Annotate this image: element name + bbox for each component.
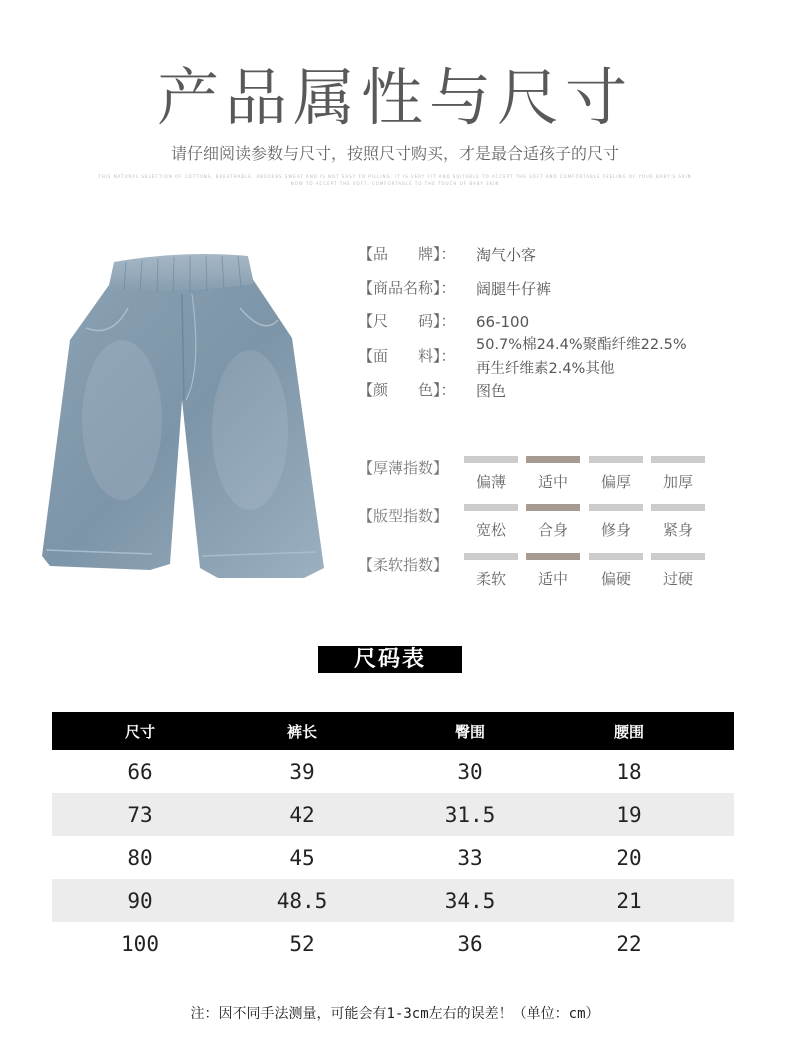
header-waist: 腰围	[613, 722, 644, 741]
index-bar	[589, 456, 643, 463]
cell-waist: 22	[616, 931, 642, 956]
table-row	[52, 922, 734, 965]
header-hip: 臀围	[454, 722, 485, 741]
size-label: 【尺 码】：	[358, 312, 456, 330]
index-option: 加厚	[662, 473, 693, 491]
brand-label: 【品 牌】：	[358, 245, 456, 263]
cell-hip: 31.5	[444, 802, 496, 827]
cell-waist: 18	[616, 759, 642, 784]
measurement-note: 注：因不同手法测量，可能会有1-3cm左右的误差！（单位：cm）	[190, 1006, 600, 1022]
table-row	[52, 750, 734, 793]
header-pants-length: 裤长	[286, 722, 317, 741]
cell-size: 73	[127, 802, 153, 827]
index-option: 修身	[600, 521, 631, 539]
cell-size: 100	[121, 931, 159, 956]
index-label: 【厚薄指数】	[358, 459, 449, 477]
cell-hip: 36	[457, 931, 483, 956]
cell-waist: 19	[616, 802, 642, 827]
cell-size: 66	[127, 759, 153, 784]
cell-waist: 21	[616, 888, 642, 913]
index-option: 紧身	[662, 521, 693, 539]
index-bar	[589, 504, 643, 511]
cell-pants-length: 45	[289, 845, 315, 870]
fabric-value-line-2: 再生纤维素2.4%其他	[476, 361, 615, 377]
size-value: 66-100	[476, 313, 530, 331]
table-row	[52, 793, 734, 836]
index-option: 合身	[537, 521, 568, 539]
cell-pants-length: 39	[289, 759, 315, 784]
index-option: 适中	[537, 473, 568, 491]
index-label: 【柔软指数】	[358, 556, 449, 574]
cell-waist: 20	[616, 845, 642, 870]
cell-pants-length: 42	[289, 802, 315, 827]
cell-size: 80	[127, 845, 153, 870]
info-row-color	[358, 379, 506, 403]
page-subtitle: 请仔细阅读参数与尺寸，按照尺寸购买，才是最合适孩子的尺寸	[170, 144, 619, 163]
index-bar	[651, 456, 705, 463]
index-option: 偏厚	[600, 473, 631, 491]
color-label: 【颜 色】：	[358, 381, 456, 399]
info-row-name	[358, 277, 551, 301]
fabric-value	[476, 333, 687, 381]
index-option: 偏薄	[475, 473, 506, 491]
brand-value: 淘气小客	[476, 246, 537, 264]
index-bar-selected	[526, 553, 580, 560]
size-chart-table	[52, 712, 734, 965]
cell-hip: 34.5	[444, 888, 496, 913]
cell-hip: 33	[457, 845, 483, 870]
index-label: 【版型指数】	[358, 507, 449, 525]
size-chart-title: 尺码表	[318, 646, 462, 673]
name-label: 【商品名称】：	[358, 279, 456, 297]
cell-size: 90	[127, 888, 153, 913]
table-row	[52, 836, 734, 879]
name-value: 阔腿牛仔裤	[476, 280, 552, 298]
header-size: 尺寸	[124, 722, 155, 741]
info-row-size	[358, 310, 529, 334]
info-row-fabric	[358, 333, 687, 381]
color-value: 图色	[476, 382, 507, 400]
cell-pants-length: 52	[289, 931, 315, 956]
page-title: 产品属性与尺寸	[156, 61, 633, 134]
index-bar	[651, 553, 705, 560]
index-bar	[464, 553, 518, 560]
table-row	[52, 879, 734, 922]
index-option: 柔软	[475, 570, 506, 588]
index-option: 宽松	[475, 521, 506, 539]
index-bar-selected	[526, 456, 580, 463]
info-row-brand	[358, 243, 536, 267]
cell-hip: 30	[457, 759, 483, 784]
index-option: 偏硬	[600, 570, 631, 588]
table-header	[52, 712, 734, 750]
cell-pants-length: 48.5	[276, 888, 328, 913]
index-bar	[464, 456, 518, 463]
product-image-denim-shorts	[42, 250, 324, 584]
index-bar-selected	[526, 504, 580, 511]
index-option: 适中	[537, 570, 568, 588]
index-option: 过硬	[662, 570, 693, 588]
fine-print-line-2: NOW TO ACCEPT THE SOFT, COMFORTABLE TO THE TOUCH OF BABY SKIN	[290, 181, 500, 186]
fine-print-line-1: THIS NATURAL SELECTION OF COTTONS, BREATHABLE, ABSORBS SWEAT AND IS NOT EASY TO PILLING. IT IS VERY FIT AND SUITABLE TO ACCEPT THE SOFT AND COMFORTABLE FEELING OF YOUR BABY'S SKIN	[98, 174, 692, 179]
fabric-label: 【面 料】：	[358, 347, 456, 365]
index-bar	[464, 504, 518, 511]
fabric-value-line-1: 50.7%棉24.4%聚酯纤维22.5%	[476, 337, 687, 353]
index-bar	[651, 504, 705, 511]
index-bar	[589, 553, 643, 560]
